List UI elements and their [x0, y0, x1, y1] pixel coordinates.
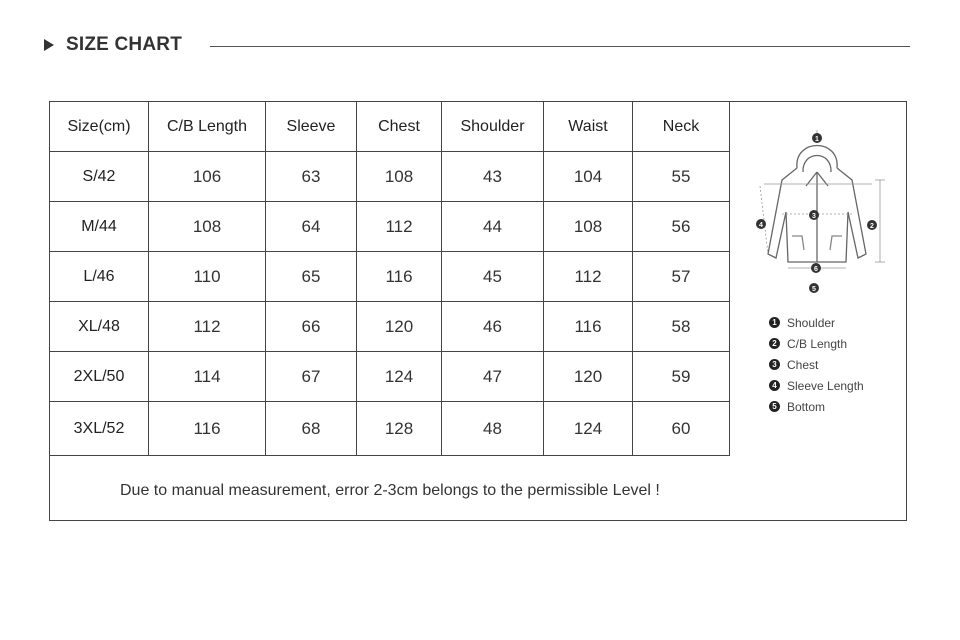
table-cell: 114	[149, 352, 266, 402]
table-cell: 67	[266, 352, 357, 402]
table-row	[50, 152, 730, 202]
table-cell: 112	[149, 302, 266, 352]
measurement-note: Due to manual measurement, error 2-3cm belongs to the permissible Level !	[120, 482, 660, 499]
marker-3: 3	[812, 213, 816, 220]
legend-label: Sleeve Length	[787, 378, 864, 393]
triangle-bullet-icon	[44, 39, 54, 51]
table-cell: 116	[357, 252, 442, 302]
number-badge-icon: 4	[769, 380, 780, 391]
legend-label: Chest	[787, 357, 819, 372]
column-header: Chest	[357, 102, 442, 152]
legend-item	[769, 375, 864, 396]
number-badge-icon: 1	[769, 317, 780, 328]
size-table	[49, 101, 730, 456]
table-cell: 128	[357, 402, 442, 456]
table-cell: 55	[633, 152, 730, 202]
table-cell: 45	[442, 252, 544, 302]
table-cell: 44	[442, 202, 544, 252]
column-header: Sleeve	[266, 102, 357, 152]
table-cell: 43	[442, 152, 544, 202]
marker-4: 4	[759, 222, 763, 229]
size-cell: L/46	[50, 252, 149, 302]
hoodie-diagram	[742, 126, 892, 296]
table-cell: 47	[442, 352, 544, 402]
size-cell: S/42	[50, 152, 149, 202]
table-cell: 124	[544, 402, 633, 456]
legend-label: Bottom	[787, 399, 826, 414]
marker-5: 5	[812, 286, 816, 293]
size-cell: XL/48	[50, 302, 149, 352]
column-header: Size(cm)	[50, 102, 149, 152]
header-divider	[210, 46, 910, 47]
legend-label: Shoulder	[787, 315, 836, 330]
number-badge-icon: 2	[769, 338, 780, 349]
table-cell: 60	[633, 402, 730, 456]
table-cell: 112	[544, 252, 633, 302]
table-cell: 56	[633, 202, 730, 252]
table-cell: 116	[149, 402, 266, 456]
table-cell: 63	[266, 152, 357, 202]
table-cell: 124	[357, 352, 442, 402]
table-cell: 48	[442, 402, 544, 456]
legend-label: C/B Length	[787, 336, 848, 351]
table-row	[50, 302, 730, 352]
legend-item	[769, 333, 864, 354]
table-cell: 108	[544, 202, 633, 252]
legend-item	[769, 312, 864, 333]
marker-2: 2	[870, 223, 874, 230]
table-cell: 66	[266, 302, 357, 352]
table-cell: 58	[633, 302, 730, 352]
hood-outline	[797, 146, 837, 169]
table-cell: 120	[357, 302, 442, 352]
table-cell: 46	[442, 302, 544, 352]
table-cell: 57	[633, 252, 730, 302]
measurement-legend	[769, 312, 864, 417]
marker-1: 1	[815, 136, 819, 143]
table-row	[50, 352, 730, 402]
table-row	[50, 252, 730, 302]
table-cell: 59	[633, 352, 730, 402]
column-header: Shoulder	[442, 102, 544, 152]
table-cell: 68	[266, 402, 357, 456]
number-badge-icon: 3	[769, 359, 780, 370]
column-header: Waist	[544, 102, 633, 152]
size-cell: 3XL/52	[50, 402, 149, 456]
page-title: SIZE CHART	[66, 34, 182, 55]
size-cell: M/44	[50, 202, 149, 252]
hood-inner	[803, 156, 831, 173]
table-cell: 108	[357, 152, 442, 202]
table-cell: 65	[266, 252, 357, 302]
table-row	[50, 202, 730, 252]
table-cell: 116	[544, 302, 633, 352]
table-cell: 108	[149, 202, 266, 252]
column-header: Neck	[633, 102, 730, 152]
table-cell: 64	[266, 202, 357, 252]
section-header	[44, 34, 914, 58]
table-cell: 110	[149, 252, 266, 302]
table-row	[50, 402, 730, 456]
legend-item	[769, 354, 864, 375]
table-cell: 104	[544, 152, 633, 202]
marker-6: 6	[814, 266, 818, 273]
table-header-row	[50, 102, 730, 152]
table-cell: 106	[149, 152, 266, 202]
table-cell: 120	[544, 352, 633, 402]
legend-item	[769, 396, 864, 417]
size-cell: 2XL/50	[50, 352, 149, 402]
table-cell: 112	[357, 202, 442, 252]
column-header: C/B Length	[149, 102, 266, 152]
number-badge-icon: 5	[769, 401, 780, 412]
